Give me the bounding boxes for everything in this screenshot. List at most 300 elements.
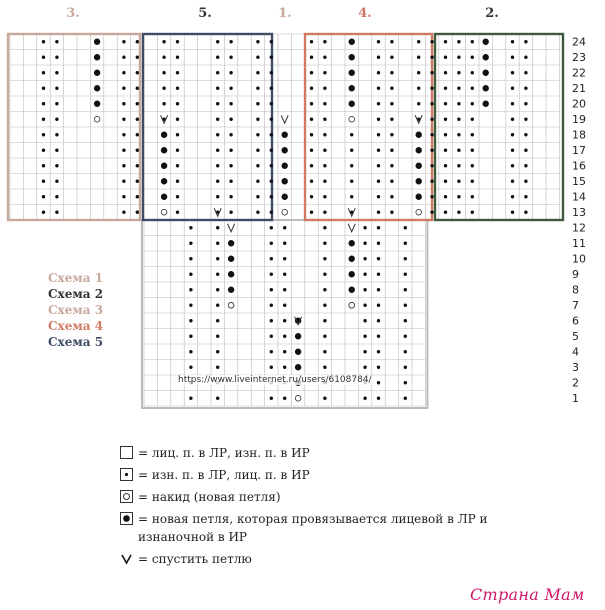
- purl-dot: [377, 149, 380, 152]
- purl-dot: [270, 288, 273, 291]
- purl-dot: [444, 87, 447, 90]
- new-stitch-dot: [349, 287, 355, 293]
- purl-dot: [122, 149, 125, 152]
- purl-dot: [229, 102, 232, 105]
- purl-dot: [471, 211, 474, 214]
- purl-dot: [390, 102, 393, 105]
- row-number: 22: [572, 66, 586, 80]
- purl-dot: [216, 195, 219, 198]
- purl-dot: [377, 40, 380, 43]
- purl-dot: [524, 149, 527, 152]
- new-stitch-dot: [94, 101, 100, 107]
- purl-dot: [457, 40, 460, 43]
- row-number: 19: [572, 113, 586, 127]
- top-label-3: 3.: [66, 6, 80, 21]
- new-stitch-dot: [282, 132, 288, 138]
- purl-dot: [42, 40, 45, 43]
- purl-dot: [310, 133, 313, 136]
- purl-dot: [310, 102, 313, 105]
- purl-dot: [377, 257, 380, 260]
- row-number: 11: [572, 237, 586, 251]
- purl-dot: [404, 304, 407, 307]
- purl-dot: [390, 133, 393, 136]
- purl-dot: [42, 133, 45, 136]
- new-stitch-dot: [483, 85, 489, 91]
- purl-dot: [122, 56, 125, 59]
- purl-dot: [189, 257, 192, 260]
- purl-dot: [176, 180, 179, 183]
- purl-dot: [377, 195, 380, 198]
- top-label-2: 2.: [485, 6, 499, 21]
- purl-dot: [511, 40, 514, 43]
- purl-dot: [256, 87, 259, 90]
- new-stitch-dot: [94, 70, 100, 76]
- purl-dot: [122, 40, 125, 43]
- new-stitch-dot: [161, 178, 167, 184]
- purl-dot: [136, 102, 139, 105]
- purl-dot: [444, 164, 447, 167]
- purl-dot: [55, 133, 58, 136]
- purl-dot: [42, 149, 45, 152]
- purl-dot: [404, 257, 407, 260]
- purl-dot: [511, 102, 514, 105]
- purl-dot: [524, 40, 527, 43]
- purl-dot: [377, 350, 380, 353]
- purl-dot: [377, 133, 380, 136]
- purl-dot: [377, 397, 380, 400]
- purl-dot: [55, 180, 58, 183]
- purl-dot: [270, 133, 273, 136]
- purl-dot: [377, 211, 380, 214]
- purl-dot: [216, 319, 219, 322]
- purl-dot: [457, 102, 460, 105]
- purl-dot: [176, 87, 179, 90]
- purl-dot: [390, 195, 393, 198]
- purl-dot: [511, 180, 514, 183]
- purl-dot: [511, 195, 514, 198]
- purl-dot: [444, 40, 447, 43]
- new-stitch-dot: [282, 194, 288, 200]
- purl-dot: [176, 149, 179, 152]
- purl-dot: [511, 149, 514, 152]
- new-stitch-dot: [349, 256, 355, 262]
- purl-dot: [270, 397, 273, 400]
- purl-dot: [404, 335, 407, 338]
- purl-dot: [229, 149, 232, 152]
- purl-dot: [511, 71, 514, 74]
- purl-dot: [122, 71, 125, 74]
- new-stitch-dot: [349, 70, 355, 76]
- purl-dot: [377, 71, 380, 74]
- purl-dot: [511, 211, 514, 214]
- purl-dot: [42, 87, 45, 90]
- purl-dot: [55, 56, 58, 59]
- purl-dot: [229, 180, 232, 183]
- legend-row-purl: [120, 466, 500, 484]
- purl-dot: [256, 102, 259, 105]
- purl-dot: [270, 211, 273, 214]
- purl-dot: [323, 335, 326, 338]
- empty-square-icon: [120, 446, 133, 459]
- purl-dot: [524, 56, 527, 59]
- yarnover-circle: [161, 209, 167, 215]
- top-label-5: 5.: [198, 6, 212, 21]
- purl-dot: [323, 180, 326, 183]
- purl-dot: [256, 40, 259, 43]
- new-stitch-dot: [161, 163, 167, 169]
- drop-stitch-v: [281, 115, 288, 123]
- purl-dot: [270, 242, 273, 245]
- new-stitch-dot: [94, 39, 100, 45]
- new-stitch-dot: [416, 147, 422, 153]
- purl-dot: [283, 397, 286, 400]
- row-number: 24: [572, 35, 586, 49]
- purl-dot: [363, 304, 366, 307]
- purl-dot: [55, 71, 58, 74]
- purl-dot: [457, 195, 460, 198]
- purl-dot: [270, 350, 273, 353]
- purl-dot: [216, 102, 219, 105]
- purl-dot: [229, 118, 232, 121]
- purl-dot: [42, 211, 45, 214]
- purl-dot: [390, 180, 393, 183]
- purl-dot: [176, 102, 179, 105]
- row-number: 9: [572, 268, 579, 282]
- purl-dot: [323, 164, 326, 167]
- purl-dot: [229, 40, 232, 43]
- new-stitch-dot: [94, 85, 100, 91]
- purl-dot: [390, 164, 393, 167]
- purl-dot: [55, 211, 58, 214]
- purl-dot: [323, 397, 326, 400]
- purl-dot: [323, 350, 326, 353]
- purl-dot: [323, 242, 326, 245]
- purl-dot: [229, 195, 232, 198]
- new-stitch-dot: [483, 39, 489, 45]
- purl-dot: [256, 211, 259, 214]
- legend-text: = новая петля, которая провязывается лицевой в ЛР и изнаночной в ИР: [138, 512, 488, 544]
- purl-dot: [310, 87, 313, 90]
- yarnover-circle: [295, 395, 301, 401]
- purl-dot: [377, 304, 380, 307]
- yarnover-circle: [228, 302, 234, 308]
- purl-dot: [216, 335, 219, 338]
- purl-dot: [404, 288, 407, 291]
- purl-dot: [216, 56, 219, 59]
- row-number: 23: [572, 51, 586, 65]
- purl-dot: [444, 211, 447, 214]
- new-stitch-dot: [295, 333, 301, 339]
- purl-dot: [471, 102, 474, 105]
- purl-dot: [404, 397, 407, 400]
- purl-dot: [216, 397, 219, 400]
- purl-dot: [270, 366, 273, 369]
- purl-dot: [377, 288, 380, 291]
- row-number: 7: [572, 299, 579, 313]
- purl-dot: [323, 118, 326, 121]
- purl-dot: [524, 102, 527, 105]
- purl-dot: [270, 56, 273, 59]
- purl-dot: [524, 164, 527, 167]
- purl-dot: [430, 118, 433, 121]
- purl-dot: [377, 242, 380, 245]
- purl-dot: [404, 366, 407, 369]
- new-stitch-dot: [161, 132, 167, 138]
- purl-dot: [524, 118, 527, 121]
- purl-dot: [42, 164, 45, 167]
- row-number: 15: [572, 175, 586, 189]
- purl-dot: [122, 118, 125, 121]
- legend-text: = спустить петлю: [138, 552, 252, 566]
- purl-dot: [122, 195, 125, 198]
- purl-dot: [310, 71, 313, 74]
- purl-dot: [122, 164, 125, 167]
- purl-dot: [430, 164, 433, 167]
- purl-dot: [444, 56, 447, 59]
- purl-dot: [457, 211, 460, 214]
- purl-dot: [270, 319, 273, 322]
- purl-dot: [323, 226, 326, 229]
- purl-dot: [256, 56, 259, 59]
- scheme-5-label: Схема 5: [48, 335, 104, 349]
- purl-dot: [363, 273, 366, 276]
- yarnover-circle: [349, 302, 355, 308]
- purl-dot: [55, 102, 58, 105]
- purl-dot: [363, 350, 366, 353]
- purl-dot: [471, 56, 474, 59]
- new-stitch-dot: [94, 54, 100, 60]
- purl-dot: [430, 56, 433, 59]
- purl-dot: [270, 87, 273, 90]
- purl-dot: [189, 366, 192, 369]
- purl-dot: [350, 164, 353, 167]
- purl-dot: [189, 350, 192, 353]
- purl-dot: [457, 164, 460, 167]
- purl-dot: [270, 273, 273, 276]
- legend-row-knit: [120, 444, 500, 462]
- purl-dot: [444, 180, 447, 183]
- purl-dot: [229, 164, 232, 167]
- purl-dot: [444, 102, 447, 105]
- purl-dot: [176, 133, 179, 136]
- purl-dot: [524, 87, 527, 90]
- purl-dot: [417, 71, 420, 74]
- purl-dot: [136, 87, 139, 90]
- new-stitch-dot: [416, 163, 422, 169]
- purl-dot: [524, 195, 527, 198]
- purl-dot: [377, 319, 380, 322]
- row-number: 2: [572, 376, 579, 390]
- legend: [120, 444, 500, 572]
- purl-dot: [417, 87, 420, 90]
- purl-dot: [390, 211, 393, 214]
- purl-dot: [444, 133, 447, 136]
- purl-dot: [377, 273, 380, 276]
- purl-dot: [283, 257, 286, 260]
- purl-dot: [270, 149, 273, 152]
- new-stitch-dot: [282, 163, 288, 169]
- yarnover-circle: [282, 209, 288, 215]
- purl-dot: [216, 304, 219, 307]
- new-stitch-dot: [349, 101, 355, 107]
- purl-dot: [283, 273, 286, 276]
- purl-dot: [42, 180, 45, 183]
- purl-dot: [430, 149, 433, 152]
- new-stitch-dot: [228, 256, 234, 262]
- row-number: 1: [572, 392, 579, 406]
- purl-dot: [283, 304, 286, 307]
- purl-dot: [42, 71, 45, 74]
- purl-dot: [310, 56, 313, 59]
- filled-dot-square-icon: [120, 512, 133, 525]
- purl-dot: [363, 242, 366, 245]
- new-stitch-dot: [161, 194, 167, 200]
- purl-dot: [42, 118, 45, 121]
- purl-dot: [390, 149, 393, 152]
- purl-dot: [363, 335, 366, 338]
- purl-dot: [377, 87, 380, 90]
- purl-dot: [390, 87, 393, 90]
- new-stitch-dot: [349, 54, 355, 60]
- purl-dot: [417, 40, 420, 43]
- purl-dot: [176, 164, 179, 167]
- row-number: 12: [572, 221, 586, 235]
- purl-dot: [471, 133, 474, 136]
- purl-dot: [176, 56, 179, 59]
- purl-dot: [216, 180, 219, 183]
- row-number: 14: [572, 190, 586, 204]
- dot-square-icon: [120, 468, 133, 481]
- purl-dot: [444, 195, 447, 198]
- purl-dot: [189, 304, 192, 307]
- purl-dot: [55, 87, 58, 90]
- purl-dot: [363, 319, 366, 322]
- row-number: 4: [572, 345, 579, 359]
- purl-dot: [457, 180, 460, 183]
- purl-dot: [390, 118, 393, 121]
- purl-dot: [323, 211, 326, 214]
- purl-dot: [310, 180, 313, 183]
- purl-dot: [350, 133, 353, 136]
- purl-dot: [524, 133, 527, 136]
- purl-dot: [270, 335, 273, 338]
- purl-dot: [270, 71, 273, 74]
- purl-dot: [430, 71, 433, 74]
- purl-dot: [256, 180, 259, 183]
- purl-dot: [216, 164, 219, 167]
- purl-dot: [162, 40, 165, 43]
- purl-dot: [417, 56, 420, 59]
- purl-dot: [363, 397, 366, 400]
- row-number: 8: [572, 283, 579, 297]
- yarnover-circle: [349, 116, 355, 122]
- purl-dot: [189, 335, 192, 338]
- purl-dot: [350, 149, 353, 152]
- purl-dot: [524, 180, 527, 183]
- purl-dot: [350, 195, 353, 198]
- purl-dot: [377, 381, 380, 384]
- new-stitch-dot: [282, 178, 288, 184]
- purl-dot: [176, 211, 179, 214]
- purl-dot: [444, 71, 447, 74]
- purl-dot: [430, 211, 433, 214]
- new-stitch-dot: [349, 271, 355, 277]
- purl-dot: [471, 180, 474, 183]
- legend-text: = накид (новая петля): [138, 490, 281, 504]
- purl-dot: [42, 102, 45, 105]
- purl-dot: [176, 195, 179, 198]
- purl-dot: [270, 164, 273, 167]
- row-number: 17: [572, 144, 586, 158]
- purl-dot: [444, 149, 447, 152]
- scheme-1-label: Схема 1: [48, 271, 104, 285]
- purl-dot: [390, 71, 393, 74]
- purl-dot: [310, 195, 313, 198]
- purl-dot: [270, 102, 273, 105]
- legend-row-yarnover: [120, 488, 500, 506]
- purl-dot: [471, 164, 474, 167]
- purl-dot: [444, 118, 447, 121]
- new-stitch-dot: [483, 101, 489, 107]
- legend-row-drop: [120, 550, 500, 568]
- purl-dot: [350, 180, 353, 183]
- row-number: 5: [572, 330, 579, 344]
- new-stitch-dot: [349, 240, 355, 246]
- purl-dot: [136, 164, 139, 167]
- purl-dot: [310, 164, 313, 167]
- purl-dot: [457, 71, 460, 74]
- purl-dot: [323, 195, 326, 198]
- purl-dot: [323, 149, 326, 152]
- purl-dot: [471, 71, 474, 74]
- purl-dot: [377, 335, 380, 338]
- purl-dot: [216, 133, 219, 136]
- new-stitch-dot: [349, 85, 355, 91]
- purl-dot: [471, 87, 474, 90]
- purl-dot: [162, 71, 165, 74]
- purl-dot: [404, 350, 407, 353]
- purl-dot: [136, 71, 139, 74]
- purl-dot: [404, 319, 407, 322]
- purl-dot: [256, 164, 259, 167]
- purl-dot: [55, 40, 58, 43]
- purl-dot: [283, 226, 286, 229]
- purl-dot: [136, 211, 139, 214]
- purl-dot: [323, 40, 326, 43]
- purl-dot: [323, 56, 326, 59]
- purl-dot: [256, 133, 259, 136]
- purl-dot: [283, 335, 286, 338]
- row-number: 16: [572, 159, 586, 173]
- purl-dot: [270, 40, 273, 43]
- purl-dot: [216, 40, 219, 43]
- purl-dot: [430, 195, 433, 198]
- purl-dot: [390, 56, 393, 59]
- purl-dot: [216, 87, 219, 90]
- purl-dot: [511, 133, 514, 136]
- purl-dot: [229, 87, 232, 90]
- scheme-4-label: Схема 4: [48, 319, 104, 333]
- purl-dot: [363, 288, 366, 291]
- purl-dot: [377, 56, 380, 59]
- purl-dot: [457, 56, 460, 59]
- purl-dot: [377, 118, 380, 121]
- purl-dot: [162, 87, 165, 90]
- new-stitch-dot: [483, 70, 489, 76]
- source-url: https://www.liveinternet.ru/users/6108784/: [178, 375, 372, 385]
- top-label-4: 4.: [358, 6, 372, 21]
- purl-dot: [283, 319, 286, 322]
